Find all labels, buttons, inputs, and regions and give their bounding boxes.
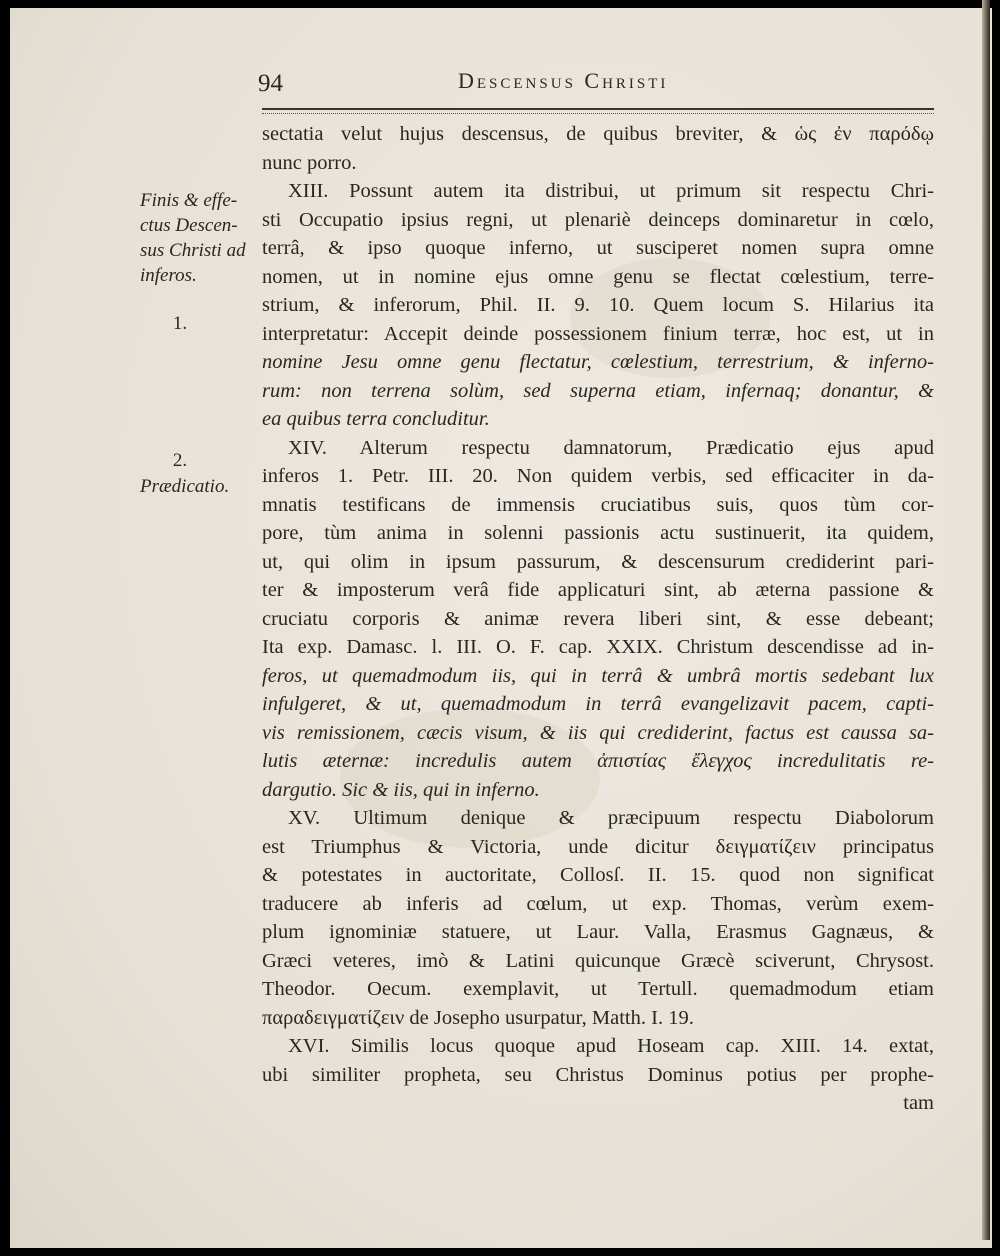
text-line: ter & imposterum verâ fide applicaturi sint, ab æterna passione & — [262, 579, 934, 601]
text-line: strium, & inferorum, Phil. II. 9. 10. Quem locum S. Hilarius ita — [262, 294, 934, 316]
margin-number-2: 2. — [172, 450, 188, 471]
quotation-line: vis remissionem, cæcis visum, & iis qui crediderint, factus est caussa sa- — [262, 721, 934, 744]
section-xiii-start: XIII. Possunt autem ita distribui, ut primum sit respectu Chri- — [288, 180, 934, 202]
quotation-line: ea quibus terra concluditur. — [262, 408, 490, 430]
quotation-line: dargutio. Sic & iis, qui in inferno. — [262, 778, 540, 801]
text-line: traducere ab inferis ad cœlum, ut exp. Thomas, verùm exem- — [262, 892, 934, 915]
text-line: est Triumphus & Victoria, unde dicitur δειγματίζειν principatus — [262, 835, 934, 858]
text-line: & potestates in auctoritate, Collosſ. II. 15. quod non significat — [262, 864, 934, 886]
margin-note-praedicatio: Prædicatio. — [140, 476, 230, 497]
text-line: interpretatur: Accepit deinde possessionem finium terræ, hoc est, ut in — [262, 322, 934, 345]
text-line: Ita exp. Damasc. l. III. O. F. cap. XXIX. Christum descendisse ad in- — [262, 636, 934, 658]
margin-note-line: sus Christi ad — [140, 240, 246, 261]
margin-number-1: 1. — [172, 313, 188, 334]
text-line: nomen, ut in nomine ejus omne genu se flectat cœlestium, terre- — [262, 265, 934, 288]
text-line: plum ignominiæ statuere, ut Laur. Valla, Erasmus Gagnæus, & — [262, 921, 934, 943]
text-line: παραδειγματίζειν de Josepho usurpatur, Matth. I. 19. — [262, 1006, 694, 1029]
running-head: Descensus Christi — [458, 68, 669, 93]
text-line: Græci veteres, imò & Latini quicunque Græcè sciverunt, Chrysost. — [262, 949, 934, 972]
section-xvi-start: XVI. Similis locus quoque apud Hoseam cap. XIII. 14. extat, — [288, 1035, 934, 1057]
margin-note-line: Finis & effe- — [140, 190, 238, 211]
text-line: sti Occupatio ipsius regni, ut plenariè deinceps dominaretur in cœlo, — [262, 208, 934, 231]
header-rule — [262, 108, 934, 114]
quotation-line: feros, ut quemadmodum iis, qui in terrâ & umbrâ mortis sedebant lux — [262, 664, 934, 687]
text-line: Theodor. Oecum. exemplavit, ut Tertull. quemadmodum etiam — [262, 978, 934, 1000]
text-line: ubi similiter propheta, seu Christus Dominus potius per prophe- — [262, 1063, 934, 1086]
body-text — [262, 120, 934, 1118]
margin-note-line: ctus Descen- — [140, 215, 238, 236]
section-xiv-start: XIV. Alterum respectu damnatorum, Prædicatio ejus apud — [288, 436, 934, 459]
text-line: cruciatu corporis & animæ revera liberi sint, & esse debeant; — [262, 607, 934, 630]
text-line: ut, qui olim in ipsum passurum, & descensurum crediderint pari- — [262, 550, 934, 573]
quotation-line: rum: non terrena solùm, sed superna etiam, infernaq; donantur, & — [262, 379, 934, 402]
quotation-line: infulgeret, & ut, quemadmodum in terrâ evangelizavit pacem, capti- — [262, 693, 934, 715]
page-header — [258, 62, 938, 102]
section-xv-start: XV. Ultimum denique & præcipuum respectu Diabolorum — [288, 807, 934, 829]
quotation-line: lutis æternæ: incredulis autem ἀπιστίας ἔλεγχος incredulitatis re- — [262, 750, 934, 772]
margin-note-finis — [140, 188, 265, 288]
text-line: pore, tùm anima in solenni passionis actu sustinuerit, ita quidem, — [262, 522, 934, 544]
quotation-line: nomine Jesu omne genu flectatur, cœlestium, terrestrium, & inferno- — [262, 351, 934, 373]
page-number: 94 — [258, 70, 283, 97]
text-line: nunc porro. — [262, 151, 357, 174]
page-edge-shadow — [982, 0, 990, 1240]
text-line: terrâ, & ipso quoque inferno, ut susciperet nomen supra omne — [262, 237, 934, 259]
text-line: inferos 1. Petr. III. 20. Non quidem verbis, sed efficaciter in da- — [262, 465, 934, 487]
catchword: tam — [903, 1092, 934, 1114]
text-line: sectatia velut hujus descensus, de quibus breviter, & ὡς ἐν παρόδῳ — [262, 123, 934, 145]
margin-note-line: inferos. — [140, 265, 197, 286]
text-line: mnatis testificans de immensis cruciatibus suis, quos tùm cor- — [262, 493, 934, 516]
